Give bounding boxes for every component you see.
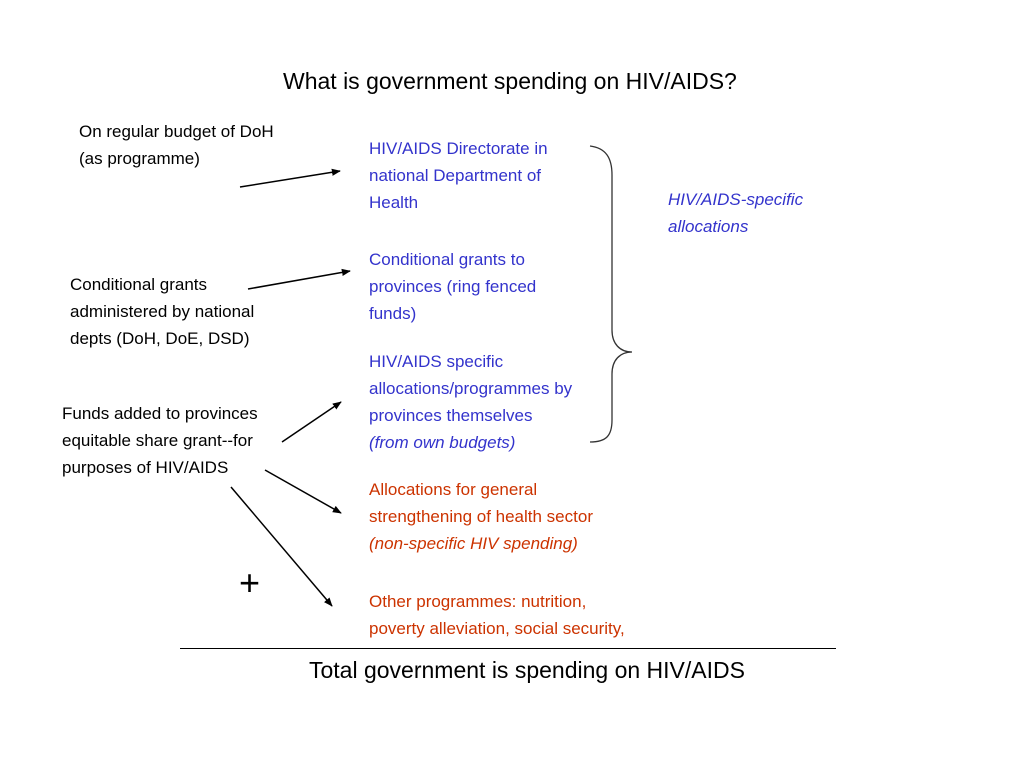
arrow-equitable-to-general <box>265 470 341 513</box>
allocation-general-line-2: strengthening of health sector <box>369 507 593 526</box>
allocation-cond-line-3: funds) <box>369 304 417 323</box>
source-conditional-line-1: Conditional grants <box>70 275 208 294</box>
allocation-provincial-note: (from own budgets) <box>369 433 516 452</box>
bracket-label-line-1: HIV/AIDS-specific <box>668 190 804 209</box>
allocation-other-line-1: Other programmes: nutrition, <box>369 592 587 611</box>
allocation-cond-line-2: provinces (ring fenced <box>369 277 537 296</box>
total-label: Total government is spending on HIV/AIDS <box>309 657 745 683</box>
source-equitable-line-2: equitable share grant--for <box>62 431 253 450</box>
right-curly-brace <box>590 146 632 442</box>
source-equitable-line-3: purposes of HIV/AIDS <box>62 458 229 477</box>
total-divider <box>180 648 836 649</box>
source-equitable-line-1: Funds added to provinces <box>62 404 258 423</box>
plus-sign: + <box>239 562 261 603</box>
allocation-cond-line-1: Conditional grants to <box>369 250 525 269</box>
source-conditional-line-3: depts (DoH, DoE, DSD) <box>70 329 250 348</box>
source-doh-budget-line-1: On regular budget of DoH <box>79 122 274 141</box>
allocation-provincial-line-1: HIV/AIDS specific <box>369 352 504 371</box>
source-doh-budget-line-2: (as programme) <box>79 149 200 168</box>
arrow-doh-to-directorate <box>240 171 340 187</box>
allocation-directorate-line-3: Health <box>369 193 419 212</box>
source-conditional-line-2: administered by national <box>70 302 255 321</box>
arrow-equitable-to-provincial <box>282 402 341 442</box>
arrow-conditional-to-grants <box>248 271 350 289</box>
bracket-label-line-2: allocations <box>668 217 749 236</box>
allocation-directorate-line-2: national Department of <box>369 166 541 185</box>
allocation-general-line-1: Allocations for general <box>369 480 538 499</box>
allocation-directorate-line-1: HIV/AIDS Directorate in <box>369 139 548 158</box>
allocation-provincial-line-3: provinces themselves <box>369 406 533 425</box>
allocation-general-note: (non-specific HIV spending) <box>369 534 578 553</box>
allocation-provincial-line-2: allocations/programmes by <box>369 379 573 398</box>
allocation-other-line-2: poverty alleviation, social security, <box>369 619 625 638</box>
slide-title: What is government spending on HIV/AIDS? <box>283 68 737 94</box>
